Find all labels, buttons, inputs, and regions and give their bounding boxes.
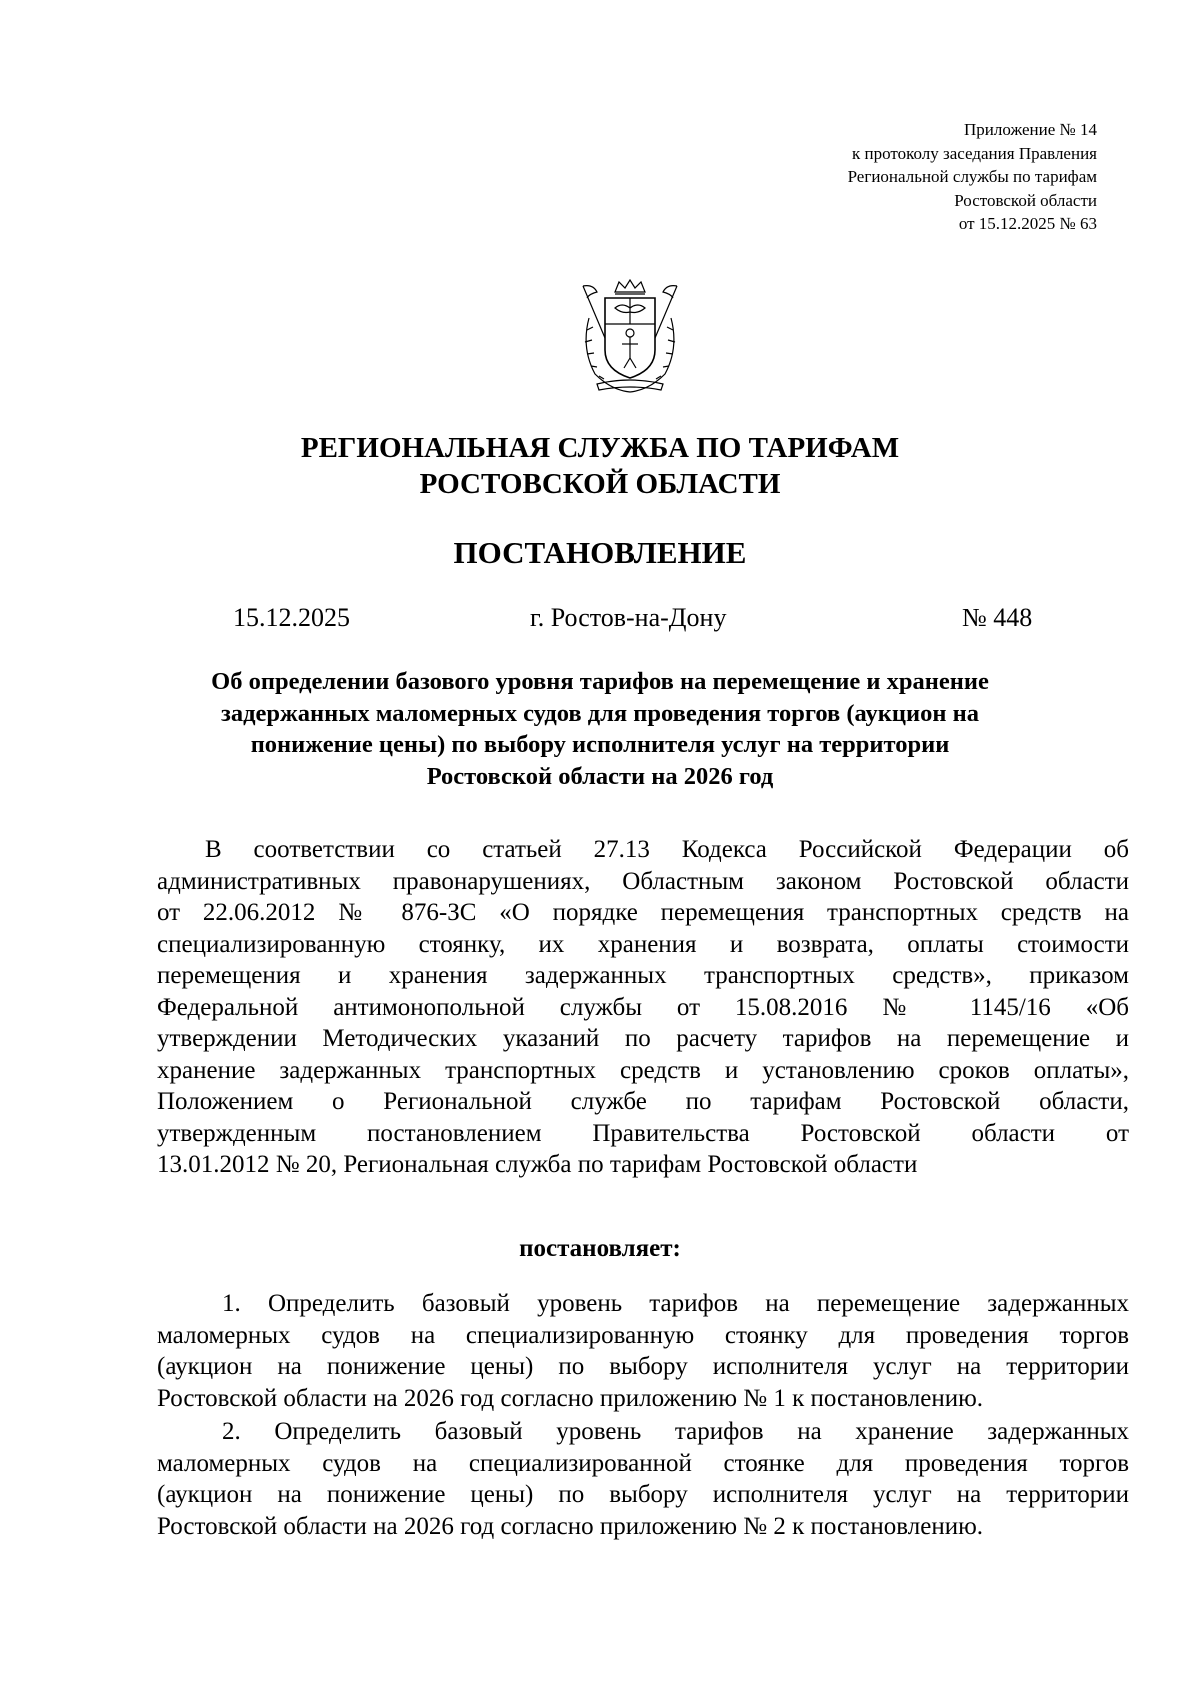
appendix-line: Ростовской области [954,190,1097,210]
item-line: маломерных судов на специализированную стоянку для проведения торгов [157,1321,1129,1349]
preamble-line: перемещения и хранения задержанных транспортных средств», приказом [157,962,1129,989]
preamble-line: Федеральной антимонопольной службы от 15.08.2016 № 1145/16 «Об [157,993,1129,1021]
preamble-line: административных правонарушениях, Областным законом Ростовской области [157,867,1129,895]
item-line: Ростовской области на 2026 год согласно приложению № 2 к постановлению. [157,1512,984,1540]
subject-line: понижение цены) по выбору исполнителя услуг на территории [250,731,950,758]
preamble-line: утвержденным постановлением Правительства Ростовской области от [157,1119,1129,1147]
item-line: (аукцион на понижение цены) по выбору исполнителя услуг на территории [157,1353,1129,1380]
appendix-line: к протоколу заседания Правления [852,143,1097,163]
resolution-item-2 [157,1416,1129,1542]
subject-line: Ростовской области на 2026 год [426,762,774,790]
item-line: маломерных судов на специализированной стоянке для проведения торгов [157,1449,1129,1477]
item-line: (аукцион на понижение цены) по выбору исполнителя услуг на территории [157,1481,1129,1508]
organization-name [0,430,1200,502]
item-line: Ростовской области на 2026 год согласно приложению № 1 к постановлению. [157,1384,984,1412]
preamble-line: специализированную стоянку, их хранения и возврата, оплаты стоимости [157,930,1129,958]
appendix-line: от 15.12.2025 № 63 [958,214,1097,233]
preamble-paragraph [157,834,1129,1181]
subject-line: Об определении базового уровня тарифов на перемещение и хранение [211,668,989,695]
preamble-line: Положением о Региональной службе по тарифам Ростовской области, [157,1088,1129,1115]
appendix-note [677,118,1097,236]
preamble-line: В соответствии со статьей 27.13 Кодекса Российской Федерации об [205,836,1129,863]
rostov-oblast-coat-of-arms-icon [575,278,685,398]
resolves-label: постановляет: [519,1235,681,1262]
document-type-title: ПОСТАНОВЛЕНИЕ [453,535,747,570]
preamble-line: хранение задержанных транспортных средств и установлению сроков оплаты», [157,1056,1129,1084]
document-number: № 448 [962,603,1033,632]
organization-line: РОСТОВСКОЙ ОБЛАСТИ [419,468,781,500]
organization-line: РЕГИОНАЛЬНАЯ СЛУЖБА ПО ТАРИФАМ [300,432,900,464]
document-meta-row [0,601,1200,635]
document-date: 15.12.2025 [233,603,350,632]
preamble-line: от 22.06.2012 № 876-ЗС «О порядке перемещения транспортных средств на [157,899,1129,926]
subject-line: задержанных маломерных судов для проведения торгов (аукцион на [221,699,979,727]
resolution-item-1 [157,1288,1129,1414]
appendix-line: Региональной службы по тарифам [847,167,1097,186]
document-subject [150,666,1050,792]
preamble-line: утверждении Методических указаний по расчету тарифов на перемещение и [157,1025,1129,1052]
document-city: г. Ростов-на-Дону [530,603,727,632]
item-line: 2. Определить базовый уровень тарифов на хранение задержанных [222,1418,1129,1445]
preamble-line: 13.01.2012 № 20, Региональная служба по тарифам Ростовской области [157,1151,918,1178]
item-line: 1. Определить базовый уровень тарифов на перемещение задержанных [222,1290,1129,1317]
appendix-line: Приложение № 14 [964,120,1097,139]
